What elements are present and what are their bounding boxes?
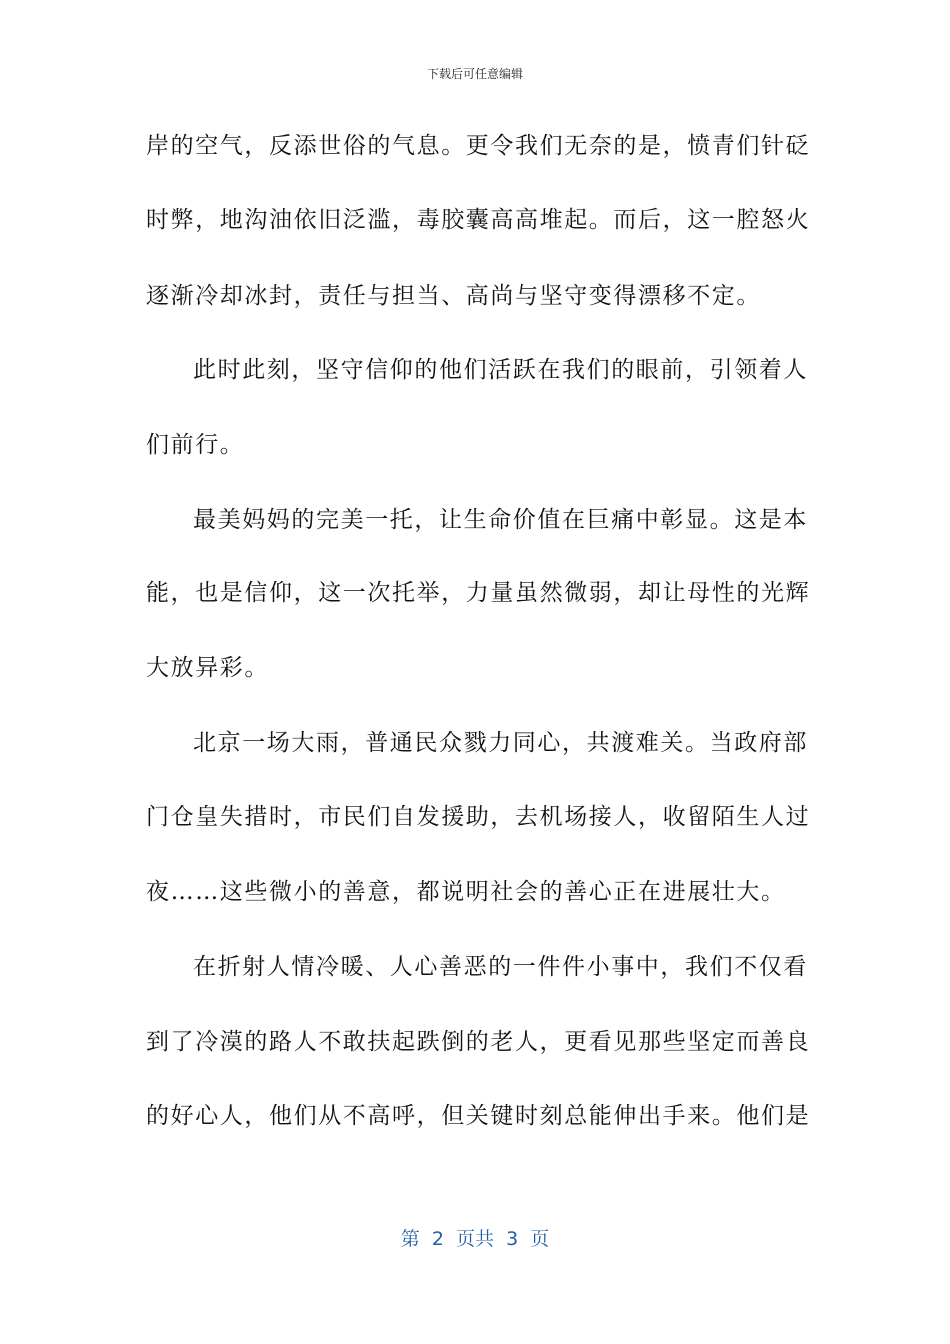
text-line: 岸的空气，反添世俗的气息。更令我们无奈的是，愤青们针砭 [146,133,811,159]
text-line: 时弊，地沟油依旧泛滥，毒胶囊高高堆起。而后，这一腔怒火 [146,207,811,233]
text-line: 能，也是信仰，这一次托举，力量虽然微弱，却让母性的光辉 [146,580,811,606]
page-number-footer: 第 2 页共 3 页 [400,1228,550,1250]
text-line: 到了冷漠的路人不敢扶起跌倒的老人，更看见那些坚定而善良 [146,1029,811,1055]
text-line: 大放异彩。 [146,655,269,681]
text-line: 夜……这些微小的善意，都说明社会的善心正在进展壮大。 [146,879,786,905]
text-line: 门仓皇失措时，市民们自发援助，去机场接人，收留陌生人过 [146,804,811,830]
text-line: 最美妈妈的完美一托，让生命价值在巨痛中彰显。这是本 [193,507,808,533]
text-line: 逐渐冷却冰封，责任与担当、高尚与坚守变得漂移不定。 [146,283,761,309]
page-header: 下载后可任意编辑 [426,67,523,81]
text-line: 北京一场大雨，普通民众戮力同心，共渡难关。当政府部 [193,730,808,756]
text-line: 们前行。 [146,432,245,458]
text-line: 的好心人，他们从不高呼，但关键时刻总能伸出手来。他们是 [146,1103,811,1129]
text-line: 此时此刻，坚守信仰的他们活跃在我们的眼前，引领着人 [193,357,808,383]
text-line: 在折射人情冷暖、人心善恶的一件件小事中，我们不仅看 [193,954,808,980]
